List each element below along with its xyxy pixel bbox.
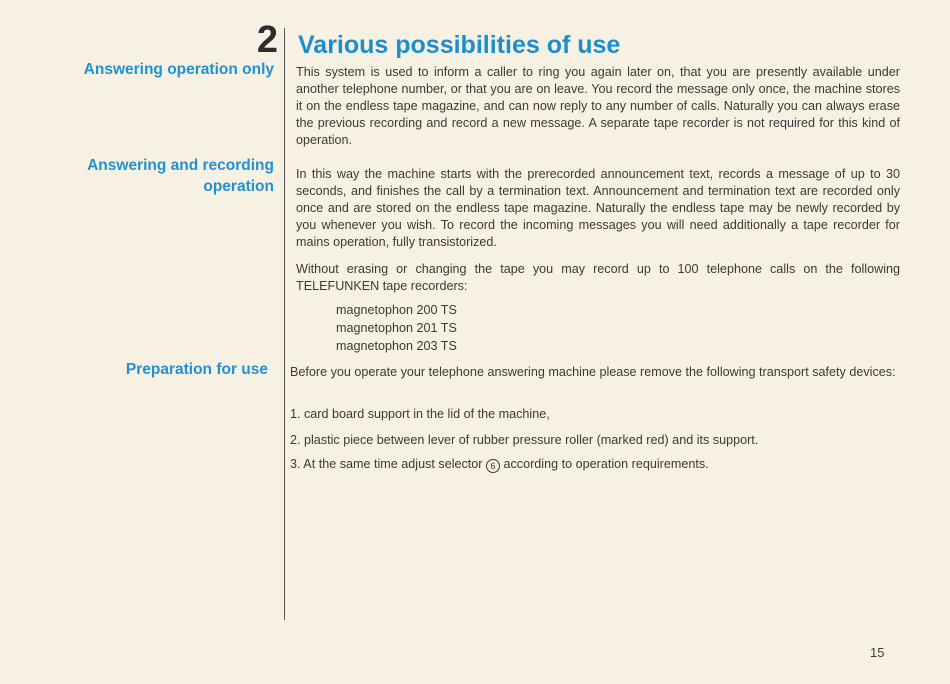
selector-symbol: 6 bbox=[486, 459, 500, 473]
page-title: Various possibilities of use bbox=[298, 31, 621, 59]
side-heading-line: operation bbox=[203, 178, 274, 195]
model-item: magnetophon 200 TS bbox=[336, 303, 457, 317]
side-heading-answering-recording bbox=[87, 155, 274, 197]
chapter-number: 2 bbox=[256, 19, 278, 61]
model-list bbox=[336, 301, 457, 355]
step-item bbox=[290, 456, 900, 473]
paragraph-tape-recorders: Without erasing or changing the tape you may record up to 100 telephone calls on the following TELEFUNKEN tape recorders: bbox=[296, 262, 900, 293]
side-heading-line: Answering operation only bbox=[83, 61, 274, 78]
step-text: according to operation requirements. bbox=[503, 457, 709, 471]
paragraph-answering-recording: In this way the machine starts with the prerecorded announcement text, records a message of up to 30 seconds, and finishes the call by a termination text. Announcement and termination text are recorded only once and are stored on the endless tape magazine. Naturally the endless tape may be newly recorded by you whenever you wish. To record the incoming messages you will need additionally a tape recorder for mains operation, fully transistorized. bbox=[296, 167, 900, 249]
model-item: magnetophon 203 TS bbox=[336, 339, 457, 353]
vertical-divider bbox=[284, 28, 285, 620]
step-item: 2. plastic piece between lever of rubber pressure roller (marked red) and its support. bbox=[290, 433, 759, 447]
step-text: 3. At the same time adjust selector bbox=[290, 457, 483, 471]
model-item: magnetophon 201 TS bbox=[336, 321, 457, 335]
step-item: 1. card board support in the lid of the machine, bbox=[290, 407, 550, 421]
page-number: 15 bbox=[870, 645, 885, 660]
side-heading-preparation bbox=[126, 359, 268, 380]
side-heading-line: Answering and recording bbox=[87, 157, 274, 174]
side-heading-answering-only bbox=[84, 59, 274, 80]
side-heading-line: Preparation for use bbox=[125, 361, 268, 378]
paragraph-preparation: Before you operate your telephone answering machine please remove the following transport safety devices: bbox=[290, 365, 896, 379]
paragraph-answering-only: This system is used to inform a caller to ring you again later on, that you are presently available under another telephone number, or that you are on leave. You record the message only once, the machine stores it on the endless tape magazine, and can now reply to any number of calls. Naturally you can always erase the previous recording and record a new message. A separate tape recorder is not required for this kind of operation. bbox=[296, 65, 900, 147]
